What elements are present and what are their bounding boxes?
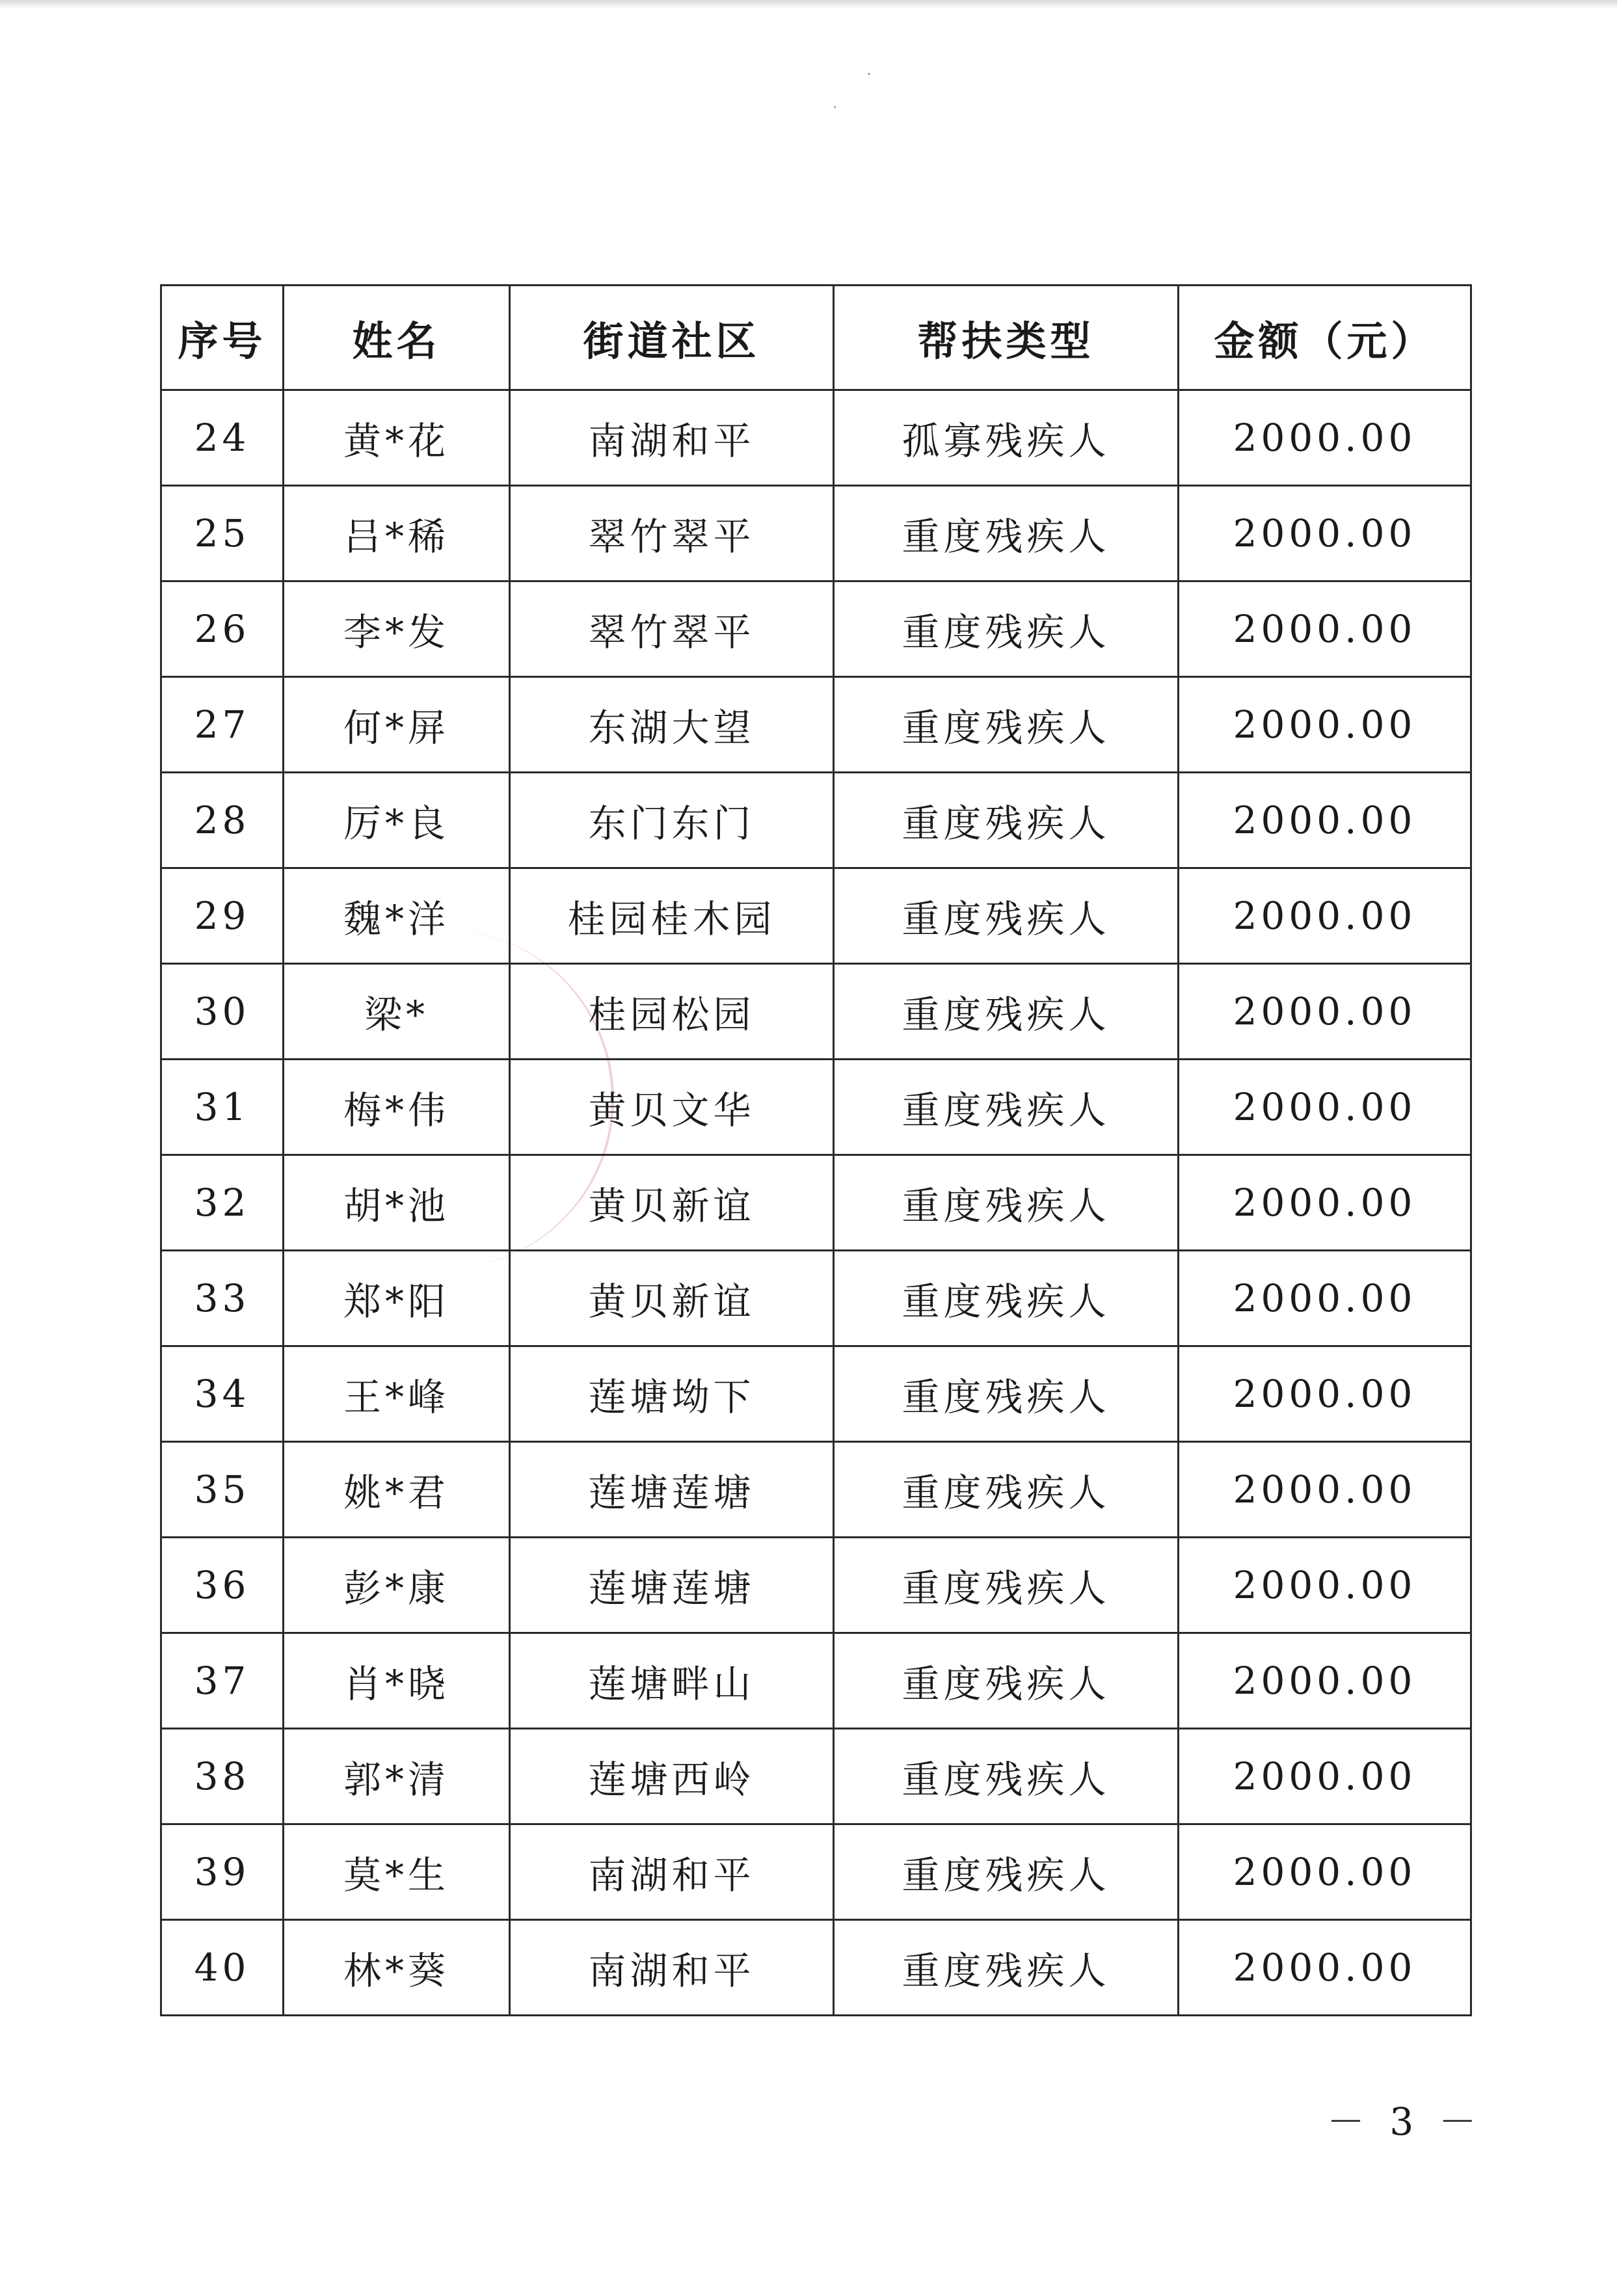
cell-assistance-type: 重度残疾人 xyxy=(834,1442,1179,1538)
cell-name: 彭*康 xyxy=(284,1538,510,1633)
cell-assistance-type: 重度残疾人 xyxy=(834,868,1179,964)
cell-amount: 2000.00 xyxy=(1179,1442,1471,1538)
cell-serial-number: 33 xyxy=(161,1251,284,1346)
table-row xyxy=(161,1824,1471,1920)
cell-street-community: 莲塘莲塘 xyxy=(510,1538,834,1633)
cell-serial-number: 26 xyxy=(161,581,284,677)
table-row xyxy=(161,1633,1471,1729)
cell-serial-number: 37 xyxy=(161,1633,284,1729)
cell-name: 胡*池 xyxy=(284,1155,510,1251)
cell-assistance-type: 重度残疾人 xyxy=(834,1729,1179,1824)
cell-name: 梁* xyxy=(284,964,510,1060)
cell-street-community: 莲塘莲塘 xyxy=(510,1442,834,1538)
cell-assistance-type: 重度残疾人 xyxy=(834,1155,1179,1251)
cell-serial-number: 36 xyxy=(161,1538,284,1633)
cell-amount: 2000.00 xyxy=(1179,1824,1471,1920)
table-row xyxy=(161,964,1471,1060)
table-row xyxy=(161,1538,1471,1633)
table-row xyxy=(161,677,1471,773)
cell-street-community: 黄贝新谊 xyxy=(510,1251,834,1346)
cell-serial-number: 28 xyxy=(161,773,284,868)
table-row xyxy=(161,1155,1471,1251)
cell-street-community: 南湖和平 xyxy=(510,1920,834,2016)
cell-amount: 2000.00 xyxy=(1179,773,1471,868)
table-row xyxy=(161,390,1471,486)
cell-serial-number: 29 xyxy=(161,868,284,964)
cell-street-community: 莲塘畔山 xyxy=(510,1633,834,1729)
cell-street-community: 东湖大望 xyxy=(510,677,834,773)
cell-street-community: 莲塘坳下 xyxy=(510,1346,834,1442)
page-number: － 3 － xyxy=(1327,2100,1483,2144)
cell-amount: 2000.00 xyxy=(1179,486,1471,581)
header-assistance-type: 帮扶类型 xyxy=(834,286,1179,390)
cell-assistance-type: 重度残疾人 xyxy=(834,964,1179,1060)
table-row xyxy=(161,868,1471,964)
header-amount: 金额（元） xyxy=(1179,286,1471,390)
table-row xyxy=(161,773,1471,868)
cell-name: 李*发 xyxy=(284,581,510,677)
cell-name: 吕*稀 xyxy=(284,486,510,581)
cell-serial-number: 30 xyxy=(161,964,284,1060)
cell-assistance-type: 重度残疾人 xyxy=(834,677,1179,773)
cell-serial-number: 39 xyxy=(161,1824,284,1920)
header-street-community: 街道社区 xyxy=(510,286,834,390)
cell-amount: 2000.00 xyxy=(1179,1251,1471,1346)
scan-top-edge xyxy=(0,0,1617,9)
table-row xyxy=(161,581,1471,677)
cell-serial-number: 24 xyxy=(161,390,284,486)
cell-name: 姚*君 xyxy=(284,1442,510,1538)
cell-street-community: 南湖和平 xyxy=(510,390,834,486)
cell-assistance-type: 重度残疾人 xyxy=(834,1920,1179,2016)
cell-assistance-type: 重度残疾人 xyxy=(834,1251,1179,1346)
cell-assistance-type: 孤寡残疾人 xyxy=(834,390,1179,486)
cell-amount: 2000.00 xyxy=(1179,390,1471,486)
cell-serial-number: 25 xyxy=(161,486,284,581)
cell-amount: 2000.00 xyxy=(1179,1346,1471,1442)
cell-assistance-type: 重度残疾人 xyxy=(834,1346,1179,1442)
cell-amount: 2000.00 xyxy=(1179,1060,1471,1155)
cell-street-community: 莲塘西岭 xyxy=(510,1729,834,1824)
cell-name: 厉*良 xyxy=(284,773,510,868)
table-row xyxy=(161,1920,1471,2016)
cell-serial-number: 38 xyxy=(161,1729,284,1824)
cell-street-community: 南湖和平 xyxy=(510,1824,834,1920)
cell-serial-number: 27 xyxy=(161,677,284,773)
cell-street-community: 翠竹翠平 xyxy=(510,581,834,677)
header-serial-number: 序号 xyxy=(161,286,284,390)
cell-serial-number: 32 xyxy=(161,1155,284,1251)
relief-list-table xyxy=(160,284,1472,2016)
cell-amount: 2000.00 xyxy=(1179,868,1471,964)
cell-name: 莫*生 xyxy=(284,1824,510,1920)
cell-street-community: 东门东门 xyxy=(510,773,834,868)
table-row xyxy=(161,1442,1471,1538)
cell-street-community: 黄贝文华 xyxy=(510,1060,834,1155)
cell-assistance-type: 重度残疾人 xyxy=(834,1060,1179,1155)
cell-name: 梅*伟 xyxy=(284,1060,510,1155)
cell-assistance-type: 重度残疾人 xyxy=(834,1633,1179,1729)
cell-assistance-type: 重度残疾人 xyxy=(834,1824,1179,1920)
cell-amount: 2000.00 xyxy=(1179,964,1471,1060)
table-row xyxy=(161,1346,1471,1442)
cell-name: 黄*花 xyxy=(284,390,510,486)
cell-serial-number: 34 xyxy=(161,1346,284,1442)
cell-name: 郑*阳 xyxy=(284,1251,510,1346)
cell-amount: 2000.00 xyxy=(1179,581,1471,677)
table-row xyxy=(161,1729,1471,1824)
table-row xyxy=(161,1251,1471,1346)
cell-amount: 2000.00 xyxy=(1179,1633,1471,1729)
cell-serial-number: 35 xyxy=(161,1442,284,1538)
cell-street-community: 桂园松园 xyxy=(510,964,834,1060)
header-name: 姓名 xyxy=(284,286,510,390)
cell-amount: 2000.00 xyxy=(1179,677,1471,773)
cell-name: 林*葵 xyxy=(284,1920,510,2016)
cell-name: 王*峰 xyxy=(284,1346,510,1442)
cell-assistance-type: 重度残疾人 xyxy=(834,581,1179,677)
cell-street-community: 桂园桂木园 xyxy=(510,868,834,964)
table-row xyxy=(161,1060,1471,1155)
cell-serial-number: 40 xyxy=(161,1920,284,2016)
table-row xyxy=(161,486,1471,581)
cell-assistance-type: 重度残疾人 xyxy=(834,486,1179,581)
cell-street-community: 翠竹翠平 xyxy=(510,486,834,581)
cell-assistance-type: 重度残疾人 xyxy=(834,773,1179,868)
cell-amount: 2000.00 xyxy=(1179,1920,1471,2016)
cell-amount: 2000.00 xyxy=(1179,1155,1471,1251)
cell-amount: 2000.00 xyxy=(1179,1729,1471,1824)
cell-name: 魏*洋 xyxy=(284,868,510,964)
cell-name: 肖*晓 xyxy=(284,1633,510,1729)
cell-street-community: 黄贝新谊 xyxy=(510,1155,834,1251)
cell-assistance-type: 重度残疾人 xyxy=(834,1538,1179,1633)
cell-name: 何*屏 xyxy=(284,677,510,773)
cell-name: 郭*清 xyxy=(284,1729,510,1824)
table-header-row xyxy=(161,286,1471,390)
cell-serial-number: 31 xyxy=(161,1060,284,1155)
cell-amount: 2000.00 xyxy=(1179,1538,1471,1633)
